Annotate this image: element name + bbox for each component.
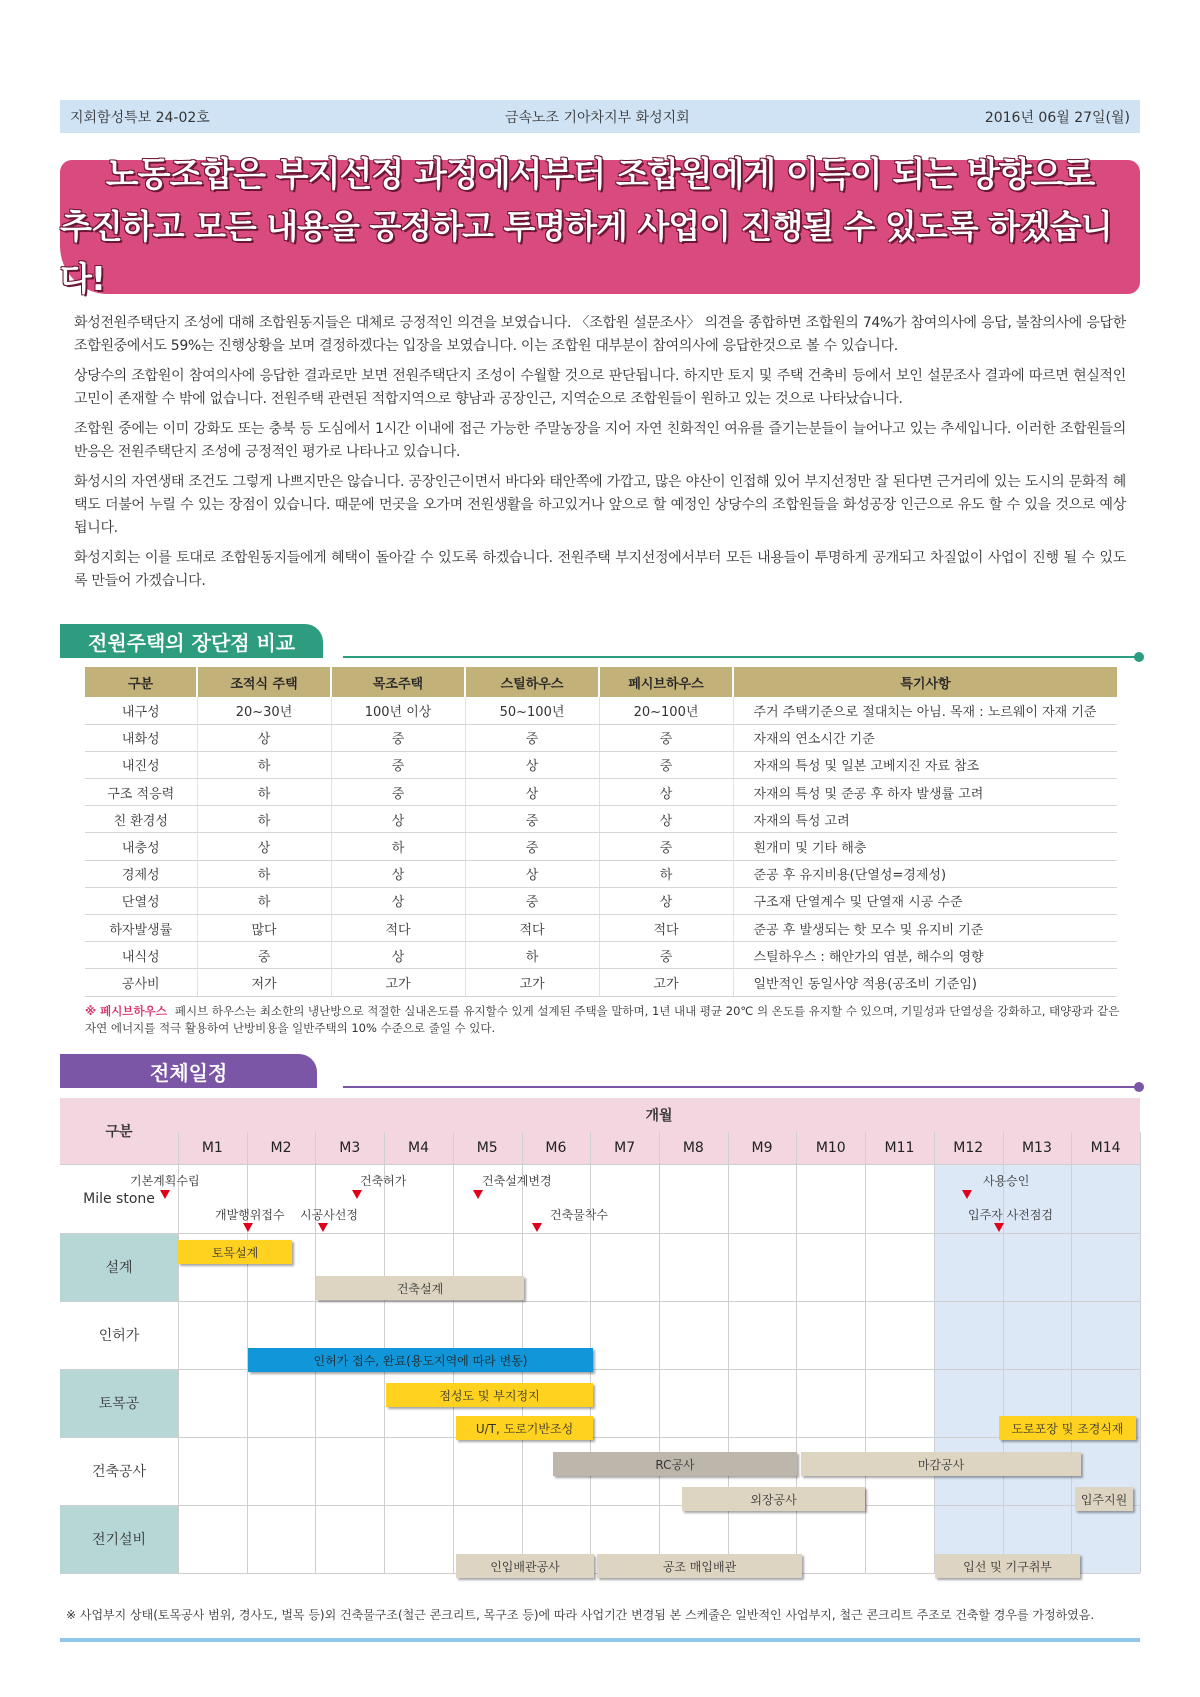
bar-road: 도로포장 및 조경식재 <box>999 1416 1136 1440</box>
bar-rc: RC공사 <box>553 1452 797 1476</box>
month-label: M11 <box>884 1140 915 1156</box>
table-cell: 상 <box>331 860 465 887</box>
table-cell: 상 <box>599 887 733 914</box>
grid-line <box>60 1369 1140 1370</box>
row-label: 구조 적응력 <box>85 779 197 806</box>
paragraph: 화성시의 자연생태 조건도 그렇게 나쁘지만은 않습니다. 공장인근이면서 바다와 태안쪽에 가깝고, 많은 야산이 인접해 있어 부지선정만 잘 된다면 근거리에 있는 도시의 문화적 혜택도 더불어 누릴 수 있는 장점이 있습니다. 때문에 먼곳을 오가며 전원생활을 하고있거나 앞으로 할 예정인 상당수의 조합원들을 화성공장 인근으로 유도 할 수 있을 것으로 예상됩니다. <box>74 474 1126 536</box>
table-cell: 상 <box>331 806 465 833</box>
row-label: 친 환경성 <box>85 806 197 833</box>
table-cell: 상 <box>197 833 331 860</box>
table-cell: 중 <box>599 724 733 751</box>
gantt-period-title: 개월 <box>645 1108 673 1124</box>
header-bar <box>60 100 1140 133</box>
row-label: 내화성 <box>85 724 197 751</box>
article-body <box>74 312 1126 600</box>
bar-permit: 인허가 접수, 완료(용도지역에 따라 변동) <box>248 1348 593 1372</box>
table-row <box>85 751 1117 778</box>
headline-line-1: 노동조합은 부지선정 과정에서부터 조합원에게 이득이 되는 방향으로 <box>105 155 1095 195</box>
column-header: 조적식 주택 <box>197 667 331 697</box>
row-label: 설계 <box>60 1233 178 1301</box>
milestone-marker-icon <box>473 1190 483 1199</box>
bar-exterior: 외장공사 <box>682 1487 865 1511</box>
paragraph: 조합원 중에는 이미 강화도 또는 충북 등 도심에서 1시간 이내에 접근 가능한 주말농장을 지어 자연 친화적인 여유를 즐기는분들이 늘어나고 있는 추세입니다. 이러한 조합원들의 반응은 전원주택단지 조성에 긍정적인 평가로 나타나고 있습니다. <box>74 421 1126 460</box>
schedule-note: ※ 사업부지 상태(토목공사 범위, 경사도, 벌목 등)외 건축물구조(철근 콘크리트, 목구조 등)에 따라 사업기간 변경됨 본 스케줄은 일반적인 사업부지, 철근 콘크리트 주조로 건축할 경우를 가정하였음. <box>66 1608 1095 1622</box>
table-cell: 100년 이상 <box>331 697 465 724</box>
grid-line <box>60 1164 1140 1165</box>
milestone-label: 입주자 사전점검 <box>968 1208 1053 1222</box>
milestone-label: 건축허가 <box>360 1174 407 1188</box>
section-dot <box>1134 652 1144 662</box>
gantt-corner-label: 구분 <box>60 1098 178 1164</box>
section-schedule-title: 전체일정 <box>60 1054 317 1088</box>
note-cell: 자재의 특성 고려 <box>733 806 1117 833</box>
headline-line-2: 추진하고 모든 내용을 공정하고 투명하게 사업이 진행될 수 있도록 하겠습니다! <box>60 207 1112 298</box>
row-label: 경제성 <box>85 860 197 887</box>
table-row <box>85 915 1117 942</box>
headline-banner <box>60 155 1140 298</box>
row-label: 건축공사 <box>91 1464 147 1480</box>
bar-grading: 점성도 및 부지정지 <box>386 1383 593 1407</box>
row-label: Mile stone <box>83 1190 155 1207</box>
table-cell: 20~30년 <box>197 697 331 724</box>
row-label: 내진성 <box>85 751 197 778</box>
milestone-marker-icon <box>994 1223 1004 1232</box>
table-cell: 많다 <box>197 915 331 942</box>
table-cell: 적다 <box>331 915 465 942</box>
milestone-marker-icon <box>160 1190 170 1199</box>
milestone-label: 시공사선정 <box>300 1208 358 1222</box>
table-cell: 중 <box>197 942 331 969</box>
month-label: M6 <box>545 1140 567 1156</box>
table-cell: 하 <box>197 860 331 887</box>
table-cell: 상 <box>465 751 599 778</box>
table-cell: 하 <box>197 779 331 806</box>
section-schedule-heading <box>60 1054 1140 1088</box>
column-header: 페시브하우스 <box>599 667 733 697</box>
paragraph: 화성전원주택단지 조성에 대해 조합원동지들은 대체로 긍정적인 의견을 보였습니다. 〈조합원 설문조사〉 의견을 종합하면 조합원의 74%가 참여의사에 응답, 불참의사에 응답한 조합원중에서도 59%는 진행상황을 보며 결정하겠다는 입장을 보였습니다. 이는 조합원 대부분이 참여의사에 응답한것으로 볼 수 있습니다. <box>74 315 1126 354</box>
table-row <box>85 969 1117 996</box>
schedule-gantt <box>60 1098 1140 1601</box>
month-label: M10 <box>815 1140 846 1156</box>
milestone-marker-icon <box>962 1190 972 1199</box>
row-label: 하자발생률 <box>85 915 197 942</box>
month-label: M13 <box>1021 1140 1052 1156</box>
grid-line <box>178 1132 179 1573</box>
month-label: M3 <box>339 1140 361 1156</box>
milestone-marker-icon <box>318 1223 328 1232</box>
milestone-marker-icon <box>352 1190 362 1199</box>
paragraph: 화성지회는 이를 토대로 조합원동지들에게 혜택이 돌아갈 수 있도록 하겠습니다. 전원주택 부지선정에서부터 모든 내용들이 투명하게 공개되고 차질없이 사업이 진행 될 수 있도록 만들어 가겠습니다. <box>74 550 1126 589</box>
note-mark: ※ 페시브하우스 <box>85 1004 167 1018</box>
milestone-marker-icon <box>243 1223 253 1232</box>
bar-lead-in: 인입배관공사 <box>456 1554 594 1578</box>
table-cell: 중 <box>465 806 599 833</box>
issue-date: 2016년 06월 27일(월) <box>984 109 1130 126</box>
table-cell: 상 <box>599 779 733 806</box>
section-divider <box>343 1086 1140 1088</box>
note-cell: 주거 주택기준으로 절대치는 아님. 목재 : 노르웨이 자재 기준 <box>733 697 1117 724</box>
column-header: 구분 <box>85 667 197 697</box>
table-cell: 하 <box>465 942 599 969</box>
table-row <box>85 942 1117 969</box>
table-cell: 중 <box>599 833 733 860</box>
bar-wiring: 입선 및 기구취부 <box>935 1554 1080 1578</box>
section-dot <box>1134 1082 1144 1092</box>
grid-line <box>60 1505 1140 1506</box>
note-cell: 흰개미 및 기타 해충 <box>733 833 1117 860</box>
milestone-label: 기본계획수립 <box>130 1174 200 1188</box>
row-label: 전기설비 <box>60 1505 178 1573</box>
grid-line <box>1071 1132 1072 1573</box>
grid-line <box>1003 1132 1004 1573</box>
table-cell: 중 <box>599 751 733 778</box>
paragraph: 상당수의 조합원이 참여의사에 응답한 결과로만 보면 전원주택단지 조성이 수월할 것으로 판단됩니다. 하지만 토지 및 주택 건축비 등에서 보인 설문조사 결과에 따르면 현실적인 고민이 존재할 수 밖에 없습니다. 전원주택 관련된 적합지역으로 향남과 공장인근, 지역순으로 조합원들이 원하고 있는 것으로 나타났습니다. <box>74 368 1126 407</box>
note-cell: 자재의 특성 및 준공 후 하자 발생률 고려 <box>733 779 1117 806</box>
table-cell: 중 <box>465 724 599 751</box>
bar-arch-design: 건축설계 <box>316 1276 524 1300</box>
milestone-marker-icon <box>532 1223 542 1232</box>
milestone-label: 건축설계변경 <box>482 1174 552 1188</box>
table-cell: 중 <box>599 942 733 969</box>
table-cell: 하 <box>197 806 331 833</box>
table-row <box>85 724 1117 751</box>
bottom-rule <box>60 1638 1140 1642</box>
passive-house-note <box>85 1003 1125 1037</box>
table-cell: 중 <box>331 779 465 806</box>
month-label: M1 <box>201 1140 223 1156</box>
note-cell: 자재의 연소시간 기준 <box>733 724 1117 751</box>
month-label: M8 <box>682 1140 704 1156</box>
note-cell: 스틸하우스 : 해안가의 염분, 해수의 영향 <box>733 942 1117 969</box>
grid-line <box>60 1437 1140 1438</box>
month-label: M7 <box>614 1140 636 1156</box>
month-label: M9 <box>751 1140 773 1156</box>
section-compare-title: 전원주택의 장단점 비교 <box>60 624 323 658</box>
table-cell: 적다 <box>465 915 599 942</box>
table-cell: 중 <box>465 833 599 860</box>
table-cell: 상 <box>197 724 331 751</box>
table-row <box>85 806 1117 833</box>
row-label: 토목공 <box>60 1369 178 1437</box>
milestone-label: 사용승인 <box>983 1174 1030 1188</box>
column-header: 스틸하우스 <box>465 667 599 697</box>
note-cell: 자재의 특성 및 일본 고베지진 자료 참조 <box>733 751 1117 778</box>
comparison-table <box>85 667 1117 997</box>
month-label: M2 <box>270 1140 292 1156</box>
row-label: 인허가 <box>98 1328 140 1344</box>
table-cell: 하 <box>197 887 331 914</box>
row-label: 단열성 <box>85 887 197 914</box>
column-header: 목조주택 <box>331 667 465 697</box>
table-cell: 하 <box>331 833 465 860</box>
table-cell: 고가 <box>465 969 599 996</box>
bar-movein: 입주지원 <box>1075 1487 1133 1511</box>
table-cell: 중 <box>331 751 465 778</box>
table-cell: 하 <box>599 860 733 887</box>
note-cell: 구조재 단열계수 및 단열재 시공 수준 <box>733 887 1117 914</box>
grid-line <box>934 1132 935 1573</box>
grid-line <box>1140 1132 1141 1573</box>
table-cell: 20~100년 <box>599 697 733 724</box>
table-cell: 저가 <box>197 969 331 996</box>
table-cell: 중 <box>465 887 599 914</box>
note-cell: 준공 후 유지비용(단열성=경제성) <box>733 860 1117 887</box>
issue-number: 지회함성특보 24-02호 <box>70 109 210 126</box>
month-label: M4 <box>407 1140 429 1156</box>
table-cell: 하 <box>197 751 331 778</box>
table-cell: 중 <box>331 724 465 751</box>
publisher: 금속노조 기아차지부 화성지회 <box>504 109 690 126</box>
column-header: 특기사항 <box>733 667 1117 697</box>
row-label: 공사비 <box>85 969 197 996</box>
milestone-label: 개발행위접수 <box>215 1208 285 1222</box>
table-cell: 적다 <box>599 915 733 942</box>
section-compare-heading <box>60 624 1140 658</box>
bar-finish: 마감공사 <box>801 1452 1081 1476</box>
milestone-label: 건축물착수 <box>550 1208 608 1222</box>
table-cell: 고가 <box>599 969 733 996</box>
table-row <box>85 779 1117 806</box>
table-cell: 50~100년 <box>465 697 599 724</box>
table-cell: 상 <box>465 860 599 887</box>
month-label: M14 <box>1090 1140 1121 1156</box>
note-cell: 일반적인 동일사양 적용(공조비 기준임) <box>733 969 1117 996</box>
month-label: M5 <box>476 1140 498 1156</box>
table-row <box>85 860 1117 887</box>
table-cell: 상 <box>465 779 599 806</box>
grid-line <box>865 1132 866 1573</box>
bar-ut: U/T, 도로기반조성 <box>456 1416 593 1440</box>
row-label: 내식성 <box>85 942 197 969</box>
bar-civil-design: 토목설계 <box>178 1240 292 1264</box>
table-row <box>85 697 1117 724</box>
row-label: 내구성 <box>85 697 197 724</box>
month-label: M12 <box>953 1140 984 1156</box>
table-row <box>85 833 1117 860</box>
table-cell: 상 <box>331 942 465 969</box>
table-cell: 상 <box>331 887 465 914</box>
table-row <box>85 887 1117 914</box>
section-divider <box>343 656 1140 658</box>
row-label: 내충성 <box>85 833 197 860</box>
table-cell: 고가 <box>331 969 465 996</box>
note-text: 페시브 하우스는 최소한의 냉난방으로 적절한 실내온도를 유지할수 있게 설계된 주택을 말하며, 1년 내내 평균 20℃ 의 온도를 유지할 수 있으며, 기밀성과 단열성을 강화하고, 태양광과 같은 자연 에너지를 적극 활용하여 난방비용을 일반주택의 10% 수준으로 줄일 수 있다. <box>85 1004 1120 1035</box>
grid-line <box>60 1233 1140 1234</box>
grid-line <box>60 1301 1140 1302</box>
note-cell: 준공 후 발생되는 핫 모수 및 유지비 기준 <box>733 915 1117 942</box>
bar-hvac: 공조 매입배관 <box>597 1554 802 1578</box>
table-cell: 상 <box>599 806 733 833</box>
grid-line <box>659 1132 660 1573</box>
table-header-row <box>85 667 1117 697</box>
